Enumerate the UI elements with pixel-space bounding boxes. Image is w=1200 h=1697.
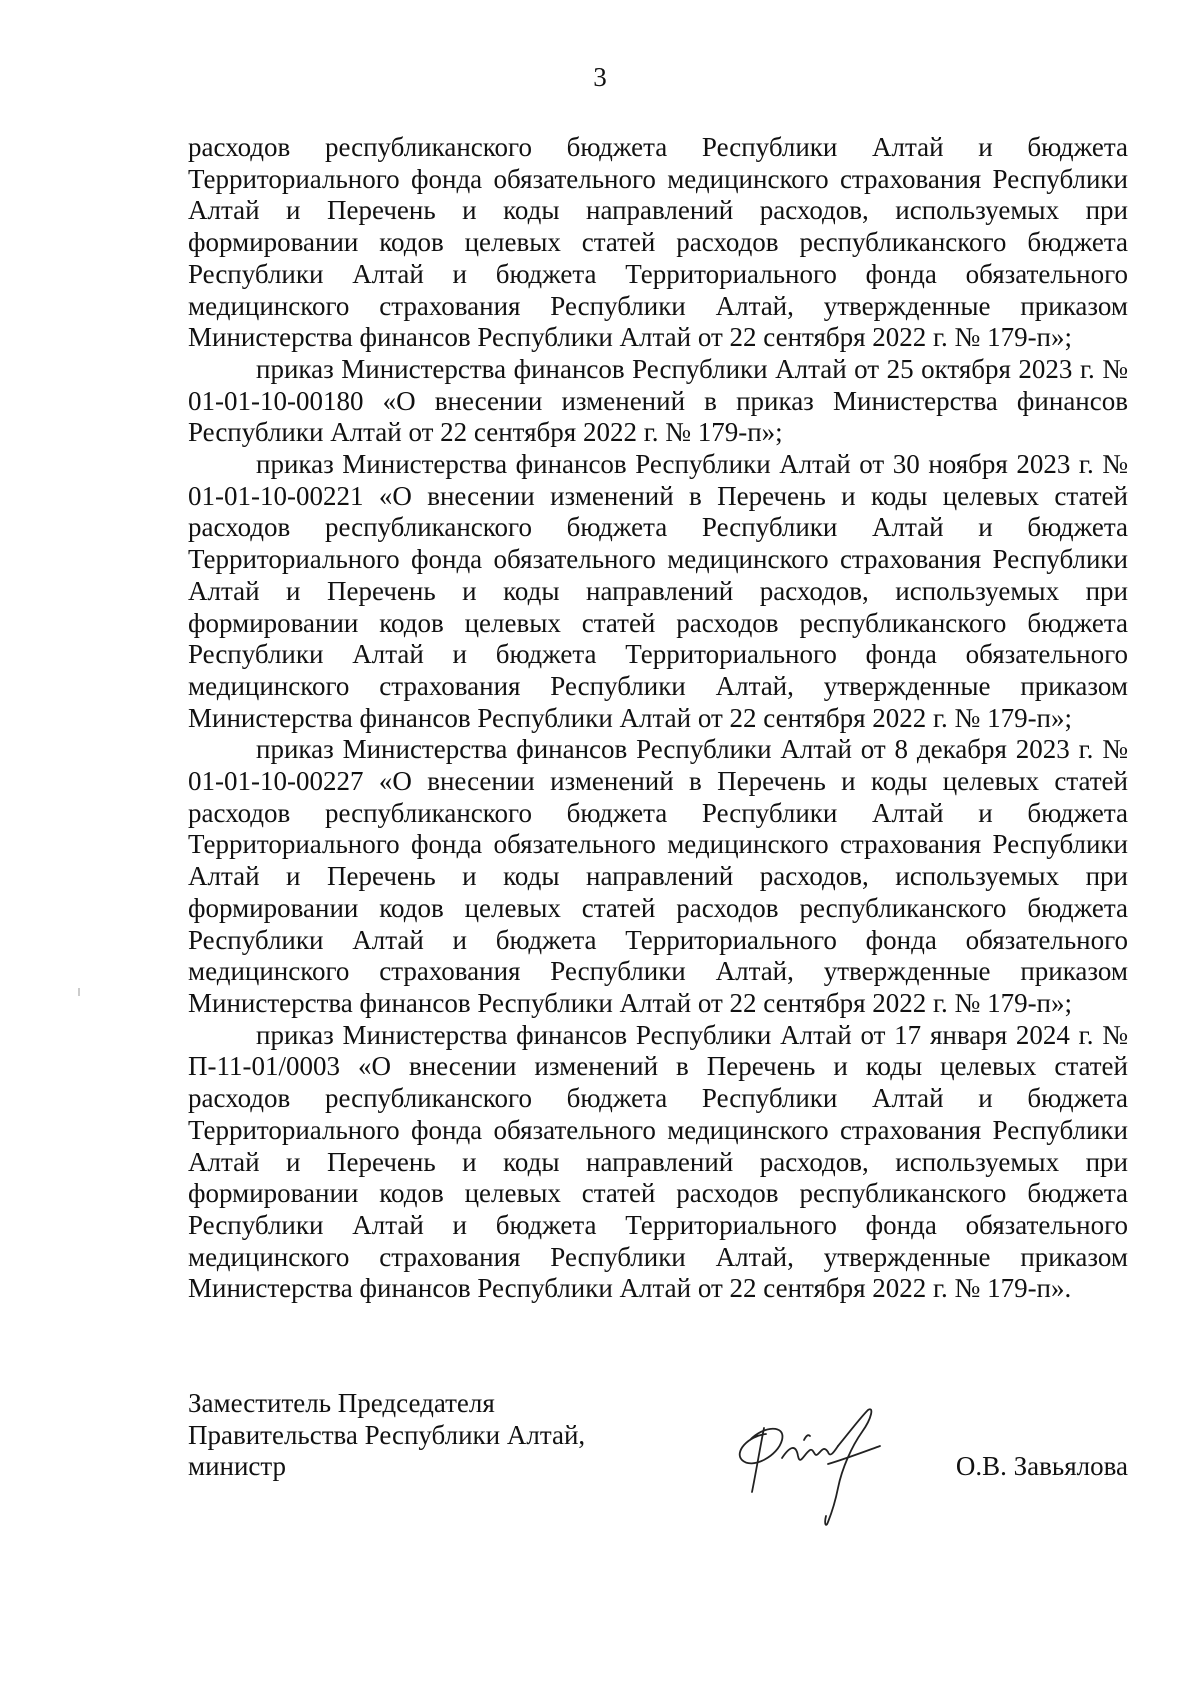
paragraph-order-nov-2023: приказ Министерства финансов Республики Алтай от 30 ноября 2023 г. № 01-01-10-00221 «О внесении изменений в Перечень и коды целевых статей расходов республиканского бюджета Республики Алтай и бюджета Территориального фонда обязательного медицинского страхования Республики Алтай и Перечень и коды направлений расходов, используемых при формировании кодов целевых статей расходов республиканского бюджета Республики Алтай и бюджета Территориального фонда обязательного медицинского страхования Республики Алтай, утвержденные приказом Министерства финансов Республики Алтай от 22 сентября 2022 г. № 179-п»; [188, 449, 1128, 733]
signatory-name: О.В. Завьялова [955, 1451, 1128, 1481]
paragraph-order-oct-2023: приказ Министерства финансов Республики Алтай от 25 октября 2023 г. № 01-01-10-00180 «О внесении изменений в приказ Министерства финансов Республики Алтай от 22 сентября 2022 г. № 179-п»; [188, 353, 1128, 448]
page-number: 3 [593, 62, 607, 92]
paragraph-order-dec-2023: приказ Министерства финансов Республики Алтай от 8 декабря 2023 г. № 01-01-10-00227 «О внесении изменений в Перечень и коды целевых статей расходов республиканского бюджета Республики Алтай и бюджета Территориального фонда обязательного медицинского страхования Республики Алтай и Перечень и коды направлений расходов, используемых при формировании кодов целевых статей расходов республиканского бюджета Республики Алтай и бюджета Территориального фонда обязательного медицинского страхования Республики Алтай, утвержденные приказом Министерства финансов Республики Алтай от 22 сентября 2022 г. № 179-п»; [188, 734, 1128, 1018]
signature-block [188, 1388, 1128, 1538]
document-body [188, 132, 1128, 1305]
paragraph-continuation: расходов республиканского бюджета Республики Алтай и бюджета Территориального фонда обязательного медицинского страхования Республики Алтай и Перечень и коды направлений расходов, используемых при формировании кодов целевых статей расходов республиканского бюджета Республики Алтай и бюджета Территориального фонда обязательного медицинского страхования Республики Алтай, утвержденные приказом Министерства финансов Республики Алтай от 22 сентября 2022 г. № 179-п»; [188, 132, 1128, 353]
handwritten-signature-icon [708, 1388, 908, 1538]
signatory-title [188, 1388, 585, 1483]
signatory-title-line: Заместитель Председателя [188, 1388, 495, 1418]
signatory-title-line: Правительства Республики Алтай, [188, 1419, 586, 1450]
scan-artifact [78, 988, 80, 996]
paragraph-order-jan-2024: приказ Министерства финансов Республики Алтай от 17 января 2024 г. № П-11-01/0003 «О внесении изменений в Перечень и коды целевых статей расходов республиканского бюджета Республики Алтай и бюджета Территориального фонда обязательного медицинского страхования Республики Алтай и Перечень и коды направлений расходов, используемых при формировании кодов целевых статей расходов республиканского бюджета Республики Алтай и бюджета Территориального фонда обязательного медицинского страхования Республики Алтай, утвержденные приказом Министерства финансов Республики Алтай от 22 сентября 2022 г. № 179-п». [188, 1019, 1128, 1304]
signatory-title-line: министр [188, 1451, 287, 1482]
